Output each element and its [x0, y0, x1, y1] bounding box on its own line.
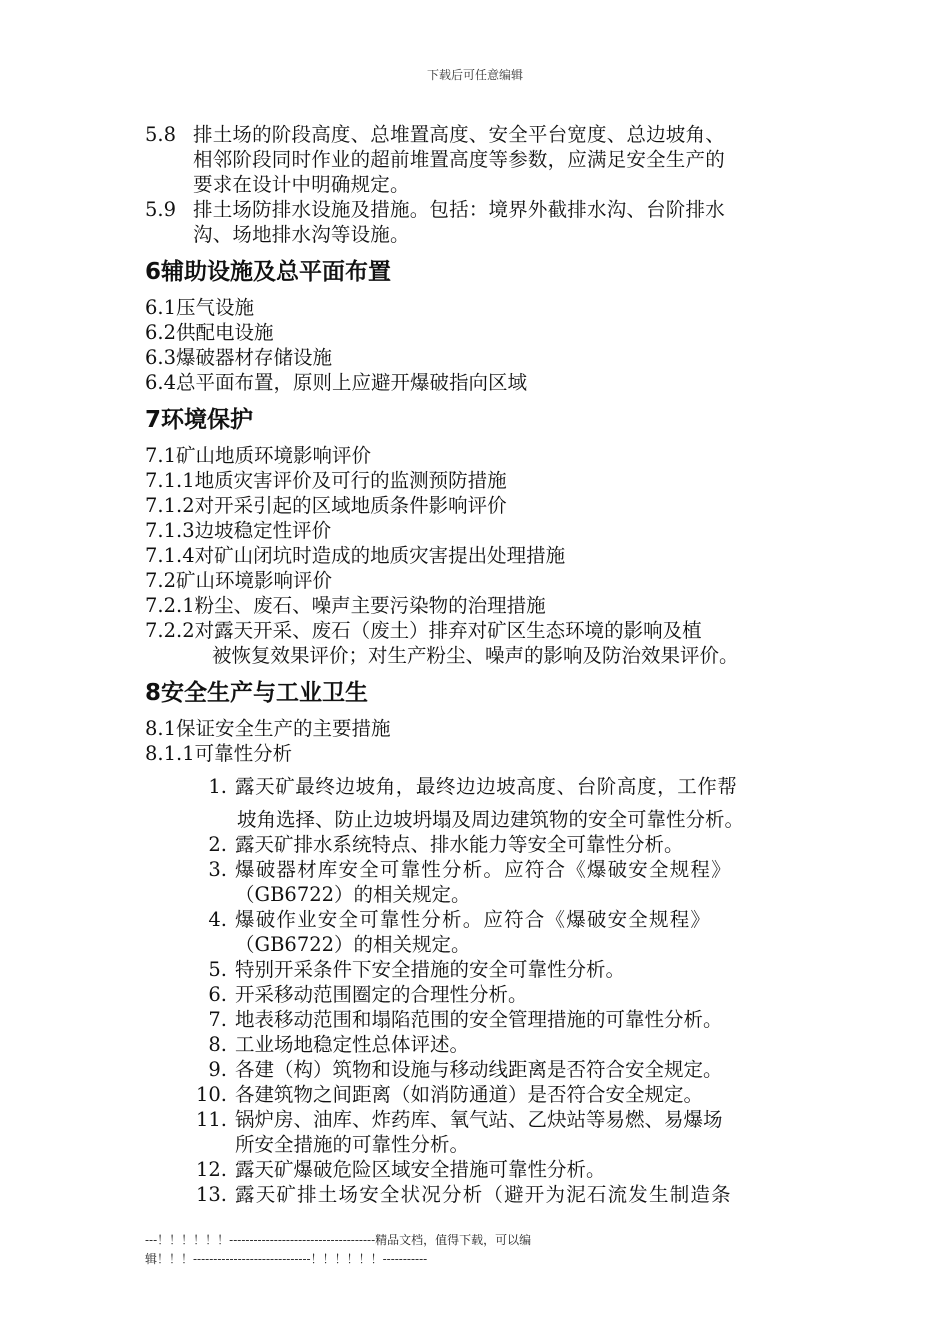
section-8-heading: 8安全生产与工业卫生 — [145, 680, 369, 706]
document-body — [145, 122, 825, 1207]
section-6-item: 6.1压气设施 — [145, 296, 255, 319]
list-number: 4. — [208, 908, 227, 931]
section-7-heading: 7环境保护 — [145, 407, 254, 433]
section-7-item: 7.1.4对矿山闭坑时造成的地质灾害提出处理措施 — [145, 544, 566, 567]
list-line: 地表移动范围和塌陷范围的安全管理措施的可靠性分析。 — [235, 1008, 723, 1031]
list-number: 5. — [208, 958, 227, 981]
list-item — [187, 1032, 825, 1057]
page-header: 下载后可任意编辑 — [426, 68, 523, 82]
clause-line: 排土场防排水设施及措施。包括：境界外截排水沟、台阶排水 — [193, 198, 725, 221]
list-line: 特别开采条件下安全措施的安全可靠性分析。 — [235, 958, 626, 981]
clause-line: 相邻阶段同时作业的超前堆置高度等参数，应满足安全生产的 — [193, 148, 725, 171]
section-6-heading: 6辅助设施及总平面布置 — [145, 259, 392, 285]
list-line: 工业场地稳定性总体评述。 — [235, 1033, 470, 1056]
list-item — [187, 1007, 825, 1032]
list-line: 各建筑物之间距离（如消防通道）是否符合安全规定。 — [235, 1083, 704, 1106]
section-8-item: 8.1.1可靠性分析 — [145, 742, 293, 765]
list-item — [187, 1157, 825, 1182]
section-7-item: 7.1矿山地质环境影响评价 — [145, 444, 372, 467]
section-7-item: 7.2.2对露天开采、废石（废土）排弃对矿区生态环境的影响及植 — [145, 619, 702, 642]
list-item — [187, 774, 825, 799]
section-7-item: 7.2.1粉尘、废石、噪声主要污染物的治理措施 — [145, 594, 546, 617]
list-number: 2. — [208, 833, 227, 856]
clause-text — [193, 122, 825, 197]
list-item — [187, 957, 825, 982]
clause-line: 沟、场地排水沟等设施。 — [193, 223, 410, 246]
list-number: 6. — [208, 983, 227, 1006]
list-line: 露天矿排水系统特点、排水能力等安全可靠性分析。 — [235, 833, 684, 856]
list-line: 爆破作业安全可靠性分析。应符合《爆破安全规程》 — [235, 908, 712, 931]
list-line: （GB6722）的相关规定。 — [235, 933, 471, 956]
list-item — [187, 832, 825, 857]
list-line: （GB6722）的相关规定。 — [235, 883, 471, 906]
list-number: 9. — [208, 1058, 227, 1081]
list-line: 各建（构）筑物和设施与移动线距离是否符合安全规定。 — [235, 1058, 723, 1081]
list-number: 10. — [195, 1083, 227, 1106]
list-number: 3. — [208, 858, 227, 881]
footer-line: 辑！！！-----------------------------！！！！！！----------- — [145, 1252, 428, 1266]
list-item — [187, 907, 825, 932]
list-number: 8. — [208, 1033, 227, 1056]
section-6-item: 6.4总平面布置，原则上应避开爆破指向区域 — [145, 371, 528, 394]
list-item — [187, 1057, 825, 1082]
list-line: 坡角选择、防止边坡坍塌及周边建筑物的安全可靠性分析。 — [237, 808, 745, 831]
list-line: 锅炉房、油库、炸药库、氧气站、乙炔站等易燃、易爆场 — [235, 1108, 723, 1131]
section-8-item: 8.1保证安全生产的主要措施 — [145, 717, 391, 740]
list-number: 1. — [208, 775, 227, 798]
clause-5-8 — [145, 122, 825, 197]
section-6-item: 6.2供配电设施 — [145, 321, 274, 344]
list-line: 露天矿最终边坡角，最终边边坡高度、台阶高度，工作帮 — [235, 775, 738, 798]
reliability-list — [187, 774, 825, 1207]
footer-line: ---！！！！！！------------------------------------精品文档，值得下载，可以编 — [145, 1233, 532, 1247]
section-7-item: 7.1.1地质灾害评价及可行的监测预防措施 — [145, 469, 507, 492]
page-footer — [145, 1231, 531, 1269]
list-item — [187, 1107, 825, 1132]
section-7-item: 7.2矿山环境影响评价 — [145, 569, 333, 592]
list-item — [187, 1082, 825, 1107]
clause-line: 排土场的阶段高度、总堆置高度、安全平台宽度、总边坡角、 — [193, 123, 725, 146]
clause-number: 5.8 — [145, 123, 177, 146]
clause-number: 5.9 — [145, 198, 177, 221]
list-line: 露天矿排土场安全状况分析（避开为泥石流发生制造条 — [235, 1183, 732, 1206]
clause-text — [193, 197, 825, 247]
list-line: 爆破器材库安全可靠性分析。应符合《爆破安全规程》 — [235, 858, 732, 881]
list-number: 7. — [208, 1008, 227, 1031]
list-line: 开采移动范围圈定的合理性分析。 — [235, 983, 528, 1006]
list-item — [187, 982, 825, 1007]
section-6-item: 6.3爆破器材存储设施 — [145, 346, 333, 369]
list-line: 露天矿爆破危险区域安全措施可靠性分析。 — [235, 1158, 606, 1181]
list-number: 13. — [195, 1183, 227, 1206]
section-7-item: 7.1.2对开采引起的区域地质条件影响评价 — [145, 494, 507, 517]
list-item — [187, 1182, 825, 1207]
clause-line: 要求在设计中明确规定。 — [193, 173, 410, 196]
list-line: 所安全措施的可靠性分析。 — [235, 1133, 470, 1156]
list-number: 11. — [195, 1108, 227, 1131]
list-number: 12. — [195, 1158, 227, 1181]
list-text — [235, 774, 825, 799]
clause-5-9 — [145, 197, 825, 247]
list-item — [187, 857, 825, 882]
section-7-item: 7.1.3边坡稳定性评价 — [145, 519, 332, 542]
section-7-item-continuation: 被恢复效果评价；对生产粉尘、噪声的影响及防治效果评价。 — [212, 644, 739, 667]
